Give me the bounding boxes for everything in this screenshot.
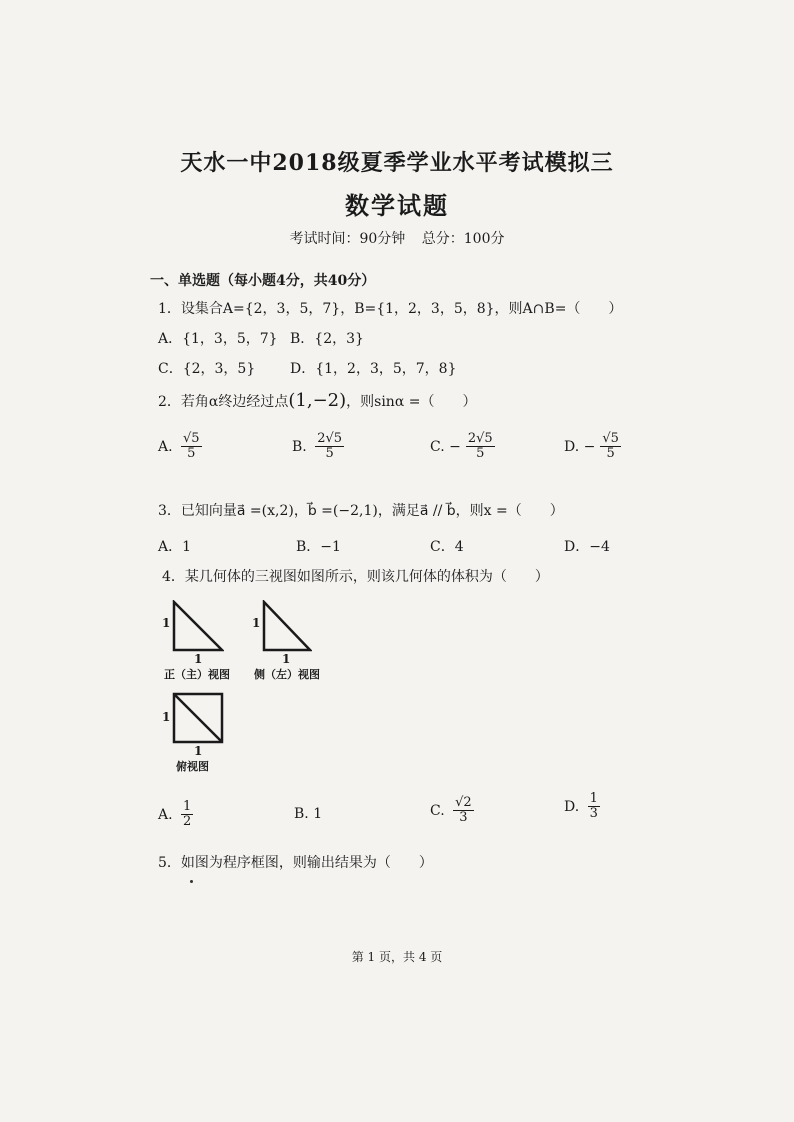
top-view-width-label: 1: [194, 744, 203, 758]
q2-option-b: B. $\frac{2√5}{5}$: [292, 431, 343, 462]
exam-time: 考试时间：90分钟: [289, 231, 406, 247]
exam-subject: 数学试题: [345, 191, 449, 220]
top-view-figure: [172, 692, 224, 744]
q2-c-fraction: $\frac{2√5}{5}$: [467, 431, 493, 462]
side-view-height-label: 1: [252, 616, 261, 630]
q1-option-a: A．{1，3，5，7}: [158, 331, 278, 347]
q5-stem: 5．如图为程序框图，则输出结果为（ ）: [158, 855, 433, 871]
q2-a-fraction: $\frac{√5}{5}$: [183, 431, 200, 462]
q4-option-c: C. $\frac{√2}{3}$: [430, 795, 472, 826]
q3-option-a: A．1: [158, 539, 192, 555]
q4-c-fraction: $\frac{√2}{3}$: [455, 795, 472, 826]
q1-option-c: C．{2，3，5}: [158, 361, 256, 377]
top-view-height-label: 1: [162, 710, 171, 724]
q4-option-a: A. $\frac{1}{2}$: [158, 799, 192, 830]
q3-option-d: D．−4: [564, 539, 610, 555]
q2-stem-a: 2．若角α终边经过点: [158, 394, 289, 410]
top-view-label: 俯视图: [176, 760, 209, 773]
q2-option-a: A. $\frac{√5}{5}$: [158, 431, 200, 462]
side-view-figure: [262, 600, 312, 652]
q4-a-fraction: $\frac{1}{2}$: [183, 799, 192, 830]
q1-option-d: D．{1，2，3，5，7，8}: [290, 361, 457, 377]
front-view-figure: [172, 600, 224, 652]
q4-option-d: D. $\frac{1}{3}$: [564, 791, 598, 822]
q3-option-c: C．4: [430, 539, 464, 555]
q2-option-d: D. − $\frac{√5}{5}$: [564, 431, 619, 462]
q2-point: (1,−2): [288, 390, 347, 411]
scan-speck: [190, 880, 193, 883]
exam-info: [0, 228, 794, 248]
front-view-width-label: 1: [194, 652, 203, 666]
exam-title: 天水一中2018级夏季学业水平考试模拟三: [180, 150, 614, 176]
exam-total-score: 总分：100分: [421, 231, 505, 247]
q1-option-b: B．{2，3}: [290, 331, 364, 347]
side-view-width-label: 1: [282, 652, 291, 666]
side-view-label: 侧（左）视图: [254, 668, 320, 681]
q4-d-fraction: $\frac{1}{3}$: [589, 791, 598, 822]
q2-b-fraction: $\frac{2√5}{5}$: [317, 431, 343, 462]
section-heading: 一、单选题（每小题4分，共40分）: [150, 273, 376, 289]
q3-stem: 3．已知向量a⃗ =(x,2)，b⃗ =(−2,1)，满足a⃗ // b⃗，则x =（ ）: [158, 503, 564, 519]
q2-d-fraction: $\frac{√5}{5}$: [602, 431, 619, 462]
q2-option-c: C. − $\frac{2√5}{5}$: [430, 431, 493, 462]
q2-stem-b: ，则sinα =（ ）: [346, 394, 477, 410]
q1-stem: 1．设集合A={2，3，5，7}，B={1，2，3，5，8}，则A∩B=（ ）: [158, 301, 623, 317]
q4-stem: 4．某几何体的三视图如图所示，则该几何体的体积为（ ）: [162, 569, 549, 585]
q4-option-b: B. 1: [294, 806, 323, 822]
front-view-height-label: 1: [162, 616, 171, 630]
q3-option-b: B．−1: [296, 539, 341, 555]
front-view-label: 正（主）视图: [164, 668, 230, 681]
q2-stem: [158, 390, 476, 411]
page-footer: 第 1 页，共 4 页: [351, 950, 443, 964]
